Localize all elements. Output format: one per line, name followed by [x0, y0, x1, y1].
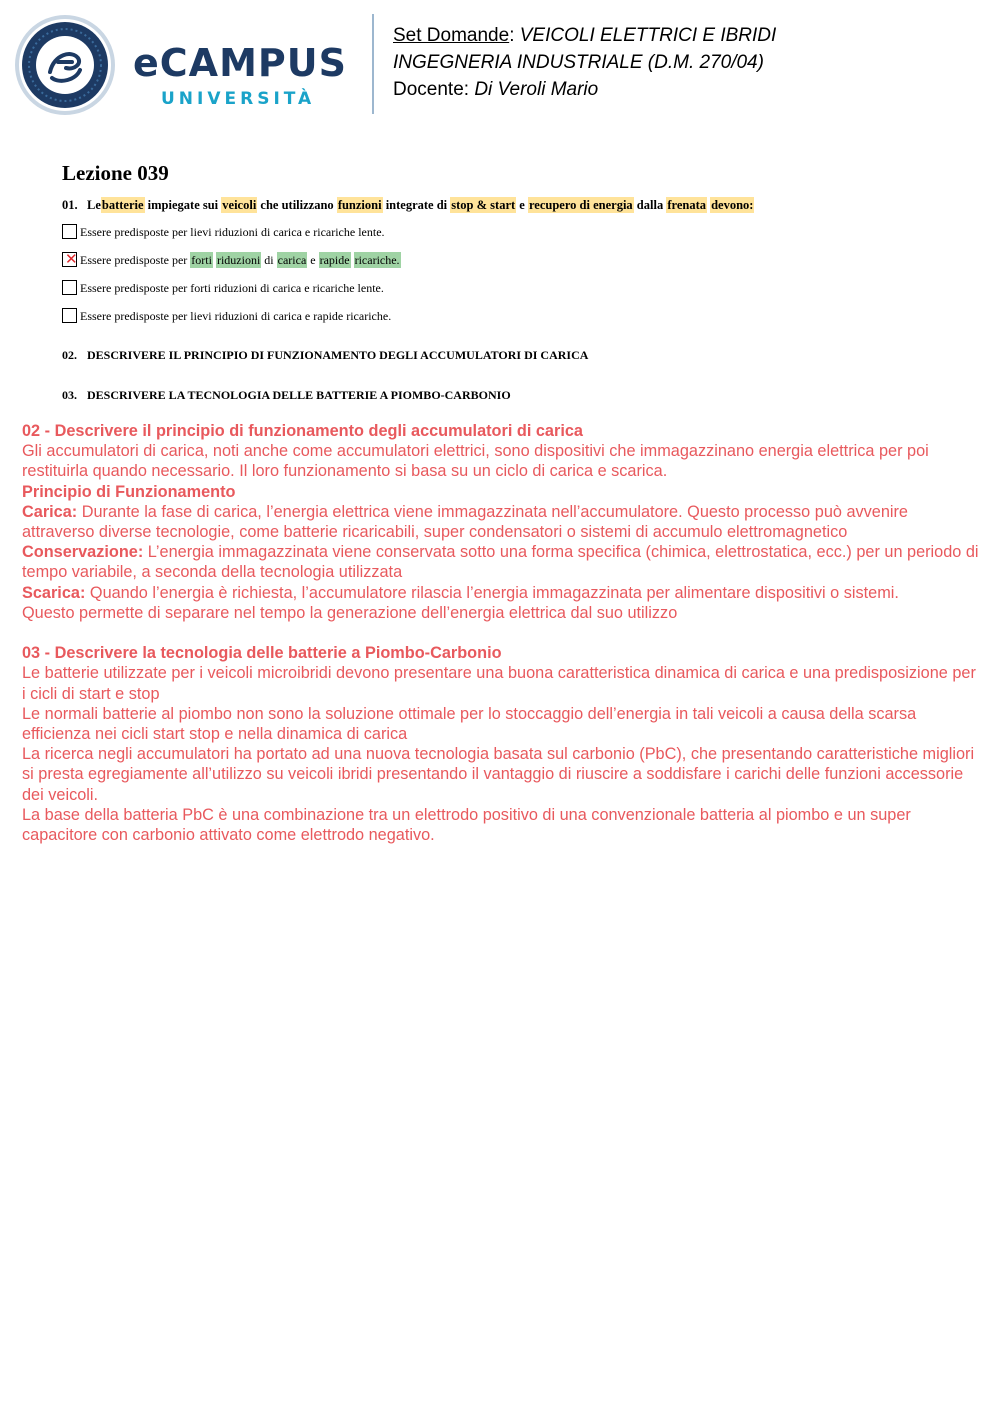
keyword-highlight: veicoli: [222, 198, 257, 212]
option-text-part: di: [264, 253, 274, 267]
option-text-part: e: [310, 253, 316, 267]
header-divider: [372, 14, 374, 114]
answer-02-intro: Gli accumulatori di carica, noti anche come accumulatori elettrici, sono dispositivi che immagazzinano energia elettrica per poi restituirla quando necessario. Il loro funzionamento si basa su un ciclo di carica e scarica.: [22, 442, 929, 481]
spacer: [22, 623, 982, 643]
keyword-highlight: funzioni: [337, 198, 382, 212]
q-text: e: [519, 198, 525, 212]
question-text: DESCRIVERE IL PRINCIPIO DI FUNZIONAMENTO DEGLI ACCUMULATORI DI CARICA: [87, 348, 589, 362]
answer-03-paragraph: Le normali batterie al piombo non sono la soluzione ottimale per lo stoccaggio dell’energia in tali veicoli a causa della scarsa efficienza nei cicli start stop e nella dinamica di carica: [22, 704, 917, 744]
correct-highlight: carica: [277, 253, 307, 267]
correct-highlight: forti: [191, 253, 212, 267]
checkbox[interactable]: [62, 308, 77, 323]
option-text: Essere predisposte per lievi riduzioni di carica e rapide ricariche.: [80, 309, 392, 323]
q-text: dalla: [636, 198, 664, 212]
term-label: Carica:: [22, 502, 78, 521]
q-text: integrate di: [385, 198, 448, 212]
checkbox[interactable]: [62, 224, 77, 239]
answer-02-carica: [22, 502, 982, 542]
keyword-highlight: devono:: [711, 198, 754, 212]
term-text: L’energia immagazzinata viene conservata sotto una forma specifica (chimica, elettrostatica, ecc.) per un periodo di tempo variabile, a seconda della tecnologia utilizzata: [22, 543, 979, 582]
answer-03-paragraph: La base della batteria PbC è una combinazione tra un elettrodo positivo di una convenzionale batteria al piombo e un super capacitore con carbonio attivato come elettrodo negativo.: [22, 805, 911, 845]
docente-line: [393, 76, 776, 103]
answers-section: [22, 421, 982, 845]
question-03: [62, 388, 511, 403]
question-01: [62, 196, 754, 215]
q-text: impiegate sui: [147, 198, 219, 212]
question-text: DESCRIVERE LA TECNOLOGIA DELLE BATTERIE A PIOMBO-CARBONIO: [87, 388, 511, 402]
set-label: Set Domande: [393, 25, 510, 46]
docente-name: Di Veroli Mario: [474, 79, 599, 100]
keyword-highlight: batterie: [101, 198, 144, 212]
checkbox-checked[interactable]: [62, 252, 77, 267]
answer-03-paragraph: Le batterie utilizzate per i veicoli microibridi devono presentare una buona caratteristica dinamica di carica e una predisposizione per i cicli di start e stop: [22, 664, 976, 703]
answer-02-subheading: Principio di Funzionamento: [22, 482, 236, 501]
question-number: 02.: [62, 348, 77, 362]
question-02: [62, 348, 588, 363]
option-text-part: Essere predisposte per: [80, 253, 188, 267]
term-label: Conservazione:: [22, 543, 144, 562]
answer-03-paragraph: La ricerca negli accumulatori ha portato ad una nuova tecnologia basata sul carbonio (PbC), che presentando caratteristiche migliori si presta egregiamente all’utilizzo su veicoli ibridi presentando il vantaggio di riuscire a soddisfare i carichi delle funzioni accessorie dei veicoli.: [22, 745, 975, 804]
answer-02-scarica: [22, 583, 982, 603]
keyword-highlight: stop & start: [451, 198, 516, 212]
answer-02-heading: 02 - Descrivere il principio di funzionamento degli accumulatori di carica: [22, 422, 583, 440]
brand-text: eCAMPUS: [133, 41, 347, 85]
term-text: Durante la fase di carica, l’energia elettrica viene immagazzinata nell’accumulatore. Questo processo può avvenire attraverso diverse tecnologie, come batterie ricaricabili, super condensatori o sistemi di accumulo elettromagnetico: [22, 502, 908, 542]
set-title: VEICOLI ELETTRICI E IBRIDI: [519, 25, 777, 46]
course-line: [393, 49, 776, 76]
docente-label: Docente:: [393, 79, 470, 100]
answer-02-conservazione: [22, 542, 982, 582]
option-text: [80, 252, 401, 268]
term-text: Quando l’energia è richiesta, l’accumulatore rilascia l’energia immagazzinata per alimentare dispositivi o sistemi.: [85, 583, 899, 602]
question-number: 03.: [62, 388, 77, 402]
header-info: [393, 22, 776, 103]
ecampus-seal-logo: [14, 14, 116, 116]
correct-highlight: rapide: [319, 253, 350, 267]
set-line: Set Domande: VEICOLI ELETTRICI E IBRIDI: [393, 25, 777, 46]
q-text: Le: [87, 198, 101, 212]
checkbox[interactable]: [62, 280, 77, 295]
answer-03-heading: 03 - Descrivere la tecnologia delle batterie a Piombo-Carbonio: [22, 644, 502, 663]
q-text: che utilizzano: [260, 198, 334, 212]
course-name: INGEGNERIA INDUSTRIALE (D.M. 270/04): [393, 52, 764, 73]
keyword-highlight: recupero di energia: [528, 198, 633, 212]
option-text: Essere predisposte per lievi riduzioni di carica e ricariche lente.: [80, 225, 385, 239]
lesson-title: Lezione 039: [62, 161, 169, 185]
option-text: Essere predisposte per forti riduzioni di carica e ricariche lente.: [80, 281, 384, 295]
question-number: 01.: [62, 198, 78, 212]
brand-subtext: UNIVERSITÀ: [161, 89, 316, 109]
correct-highlight: riduzioni: [216, 253, 261, 267]
answer-02-closing: Questo permette di separare nel tempo la generazione dell’energia elettrica dal suo utilizzo: [22, 603, 678, 622]
x-mark-icon: ✕: [65, 250, 78, 268]
keyword-highlight: frenata: [667, 198, 706, 212]
correct-highlight: ricariche.: [354, 253, 400, 267]
ecampus-wordmark: [133, 40, 355, 112]
term-label: Scarica:: [22, 583, 86, 602]
